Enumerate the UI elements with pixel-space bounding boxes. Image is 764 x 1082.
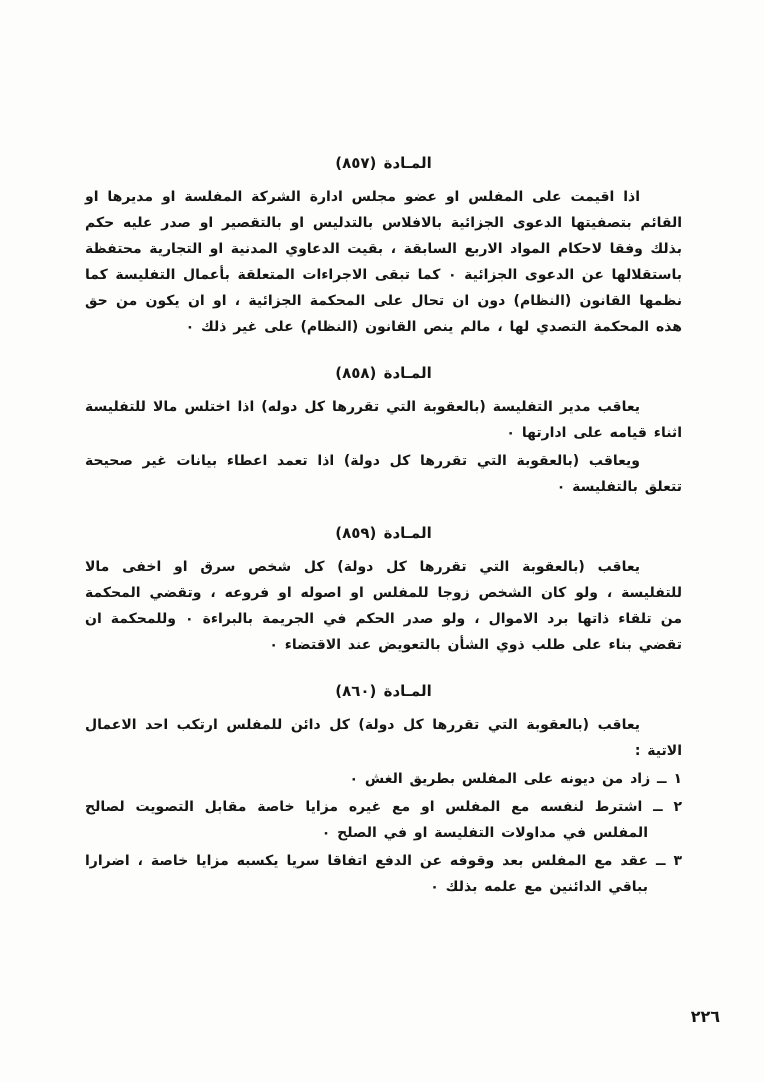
article-860 (85, 678, 682, 900)
article-858-paragraph-1: يعاقب مدير التفليسة (بالعقوبة التي تقررها كل دوله) اذا اختلس مالا للتفليسة اثناء قيامه على ادارتها ٠ (85, 399, 682, 441)
article-859-heading: المـادة (٨٥٩) (335, 524, 432, 542)
article-858-paragraph-2: ويعاقب (بالعقوبة التي تقررها كل دولة) اذا تعمد اعطاء بيانات غير صحيحة تتعلق بالتفليسة ٠ (85, 453, 682, 495)
page-number: ٢٢٦ (690, 1007, 720, 1026)
article-857 (85, 150, 682, 340)
article-860-item-3: ٣ ــ عقد مع المفلس بعد وقوفه عن الدفع اتفاقا سريا يكسبه مزايا خاصة ، اضرارا بباقي الدائنين مع علمه بذلك ٠ (85, 853, 682, 895)
article-860-items (85, 766, 682, 900)
article-860-item-1: ١ ــ زاد من ديونه على المفلس بطريق الغش ٠ (349, 771, 682, 787)
article-858-heading: المـادة (٨٥٨) (335, 364, 432, 382)
article-859 (85, 520, 682, 658)
article-860-intro: يعاقب (بالعقوبة التي تقررها كل دولة) كل دائن للمفلس ارتكب احد الاعمال الاتية : (85, 717, 682, 759)
article-857-heading: المـادة (٨٥٧) (335, 154, 432, 172)
article-860-item-2: ٢ ــ اشترط لنفسه مع المفلس او مع غيره مزايا خاصة مقابل التصويت لصالح المفلس في مداولات التفليسة او في الصلح ٠ (85, 799, 682, 841)
article-858 (85, 360, 682, 500)
text-column (85, 150, 682, 920)
article-857-paragraph: اذا اقيمت على المفلس او عضو مجلس ادارة الشركة المفلسة او مديرها او القائم بتصفيتها الدعوى الجزائية بالافلاس بالتدليس او بالتقصير او صدر عليه حكم بذلك وفقا لاحكام المواد الاربع السابقة ، بقيت الدعاوي المدنية او التجارية محتفظة باستقلالها عن الدعوى الجزائية ٠ كما تبقى الاجراءات المتعلقة بأعمال التفليسة كما نظمها القانون (النظام) دون ان تحال على المحكمة الجزائية ، او ان يكون من حق هذه المحكمة التصدي لها ، مالم ينص القانون (النظام) على غير ذلك ٠ (85, 189, 682, 335)
article-860-heading: المـادة (٨٦٠) (335, 682, 432, 700)
article-859-paragraph: يعاقب (بالعقوبة التي تقررها كل دولة) كل شخص سرق او اخفى مالا للتفليسة ، ولو كان الشخص زوجا للمفلس او اصوله او فروعه ، وتقضي المحكمة من تلقاء ذاتها برد الاموال ، ولو صدر الحكم في الجريمة بالبراءة ٠ وللمحكمة ان تقضي بناء على طلب ذوي الشأن بالتعويض عند الاقتضاء ٠ (85, 559, 682, 653)
